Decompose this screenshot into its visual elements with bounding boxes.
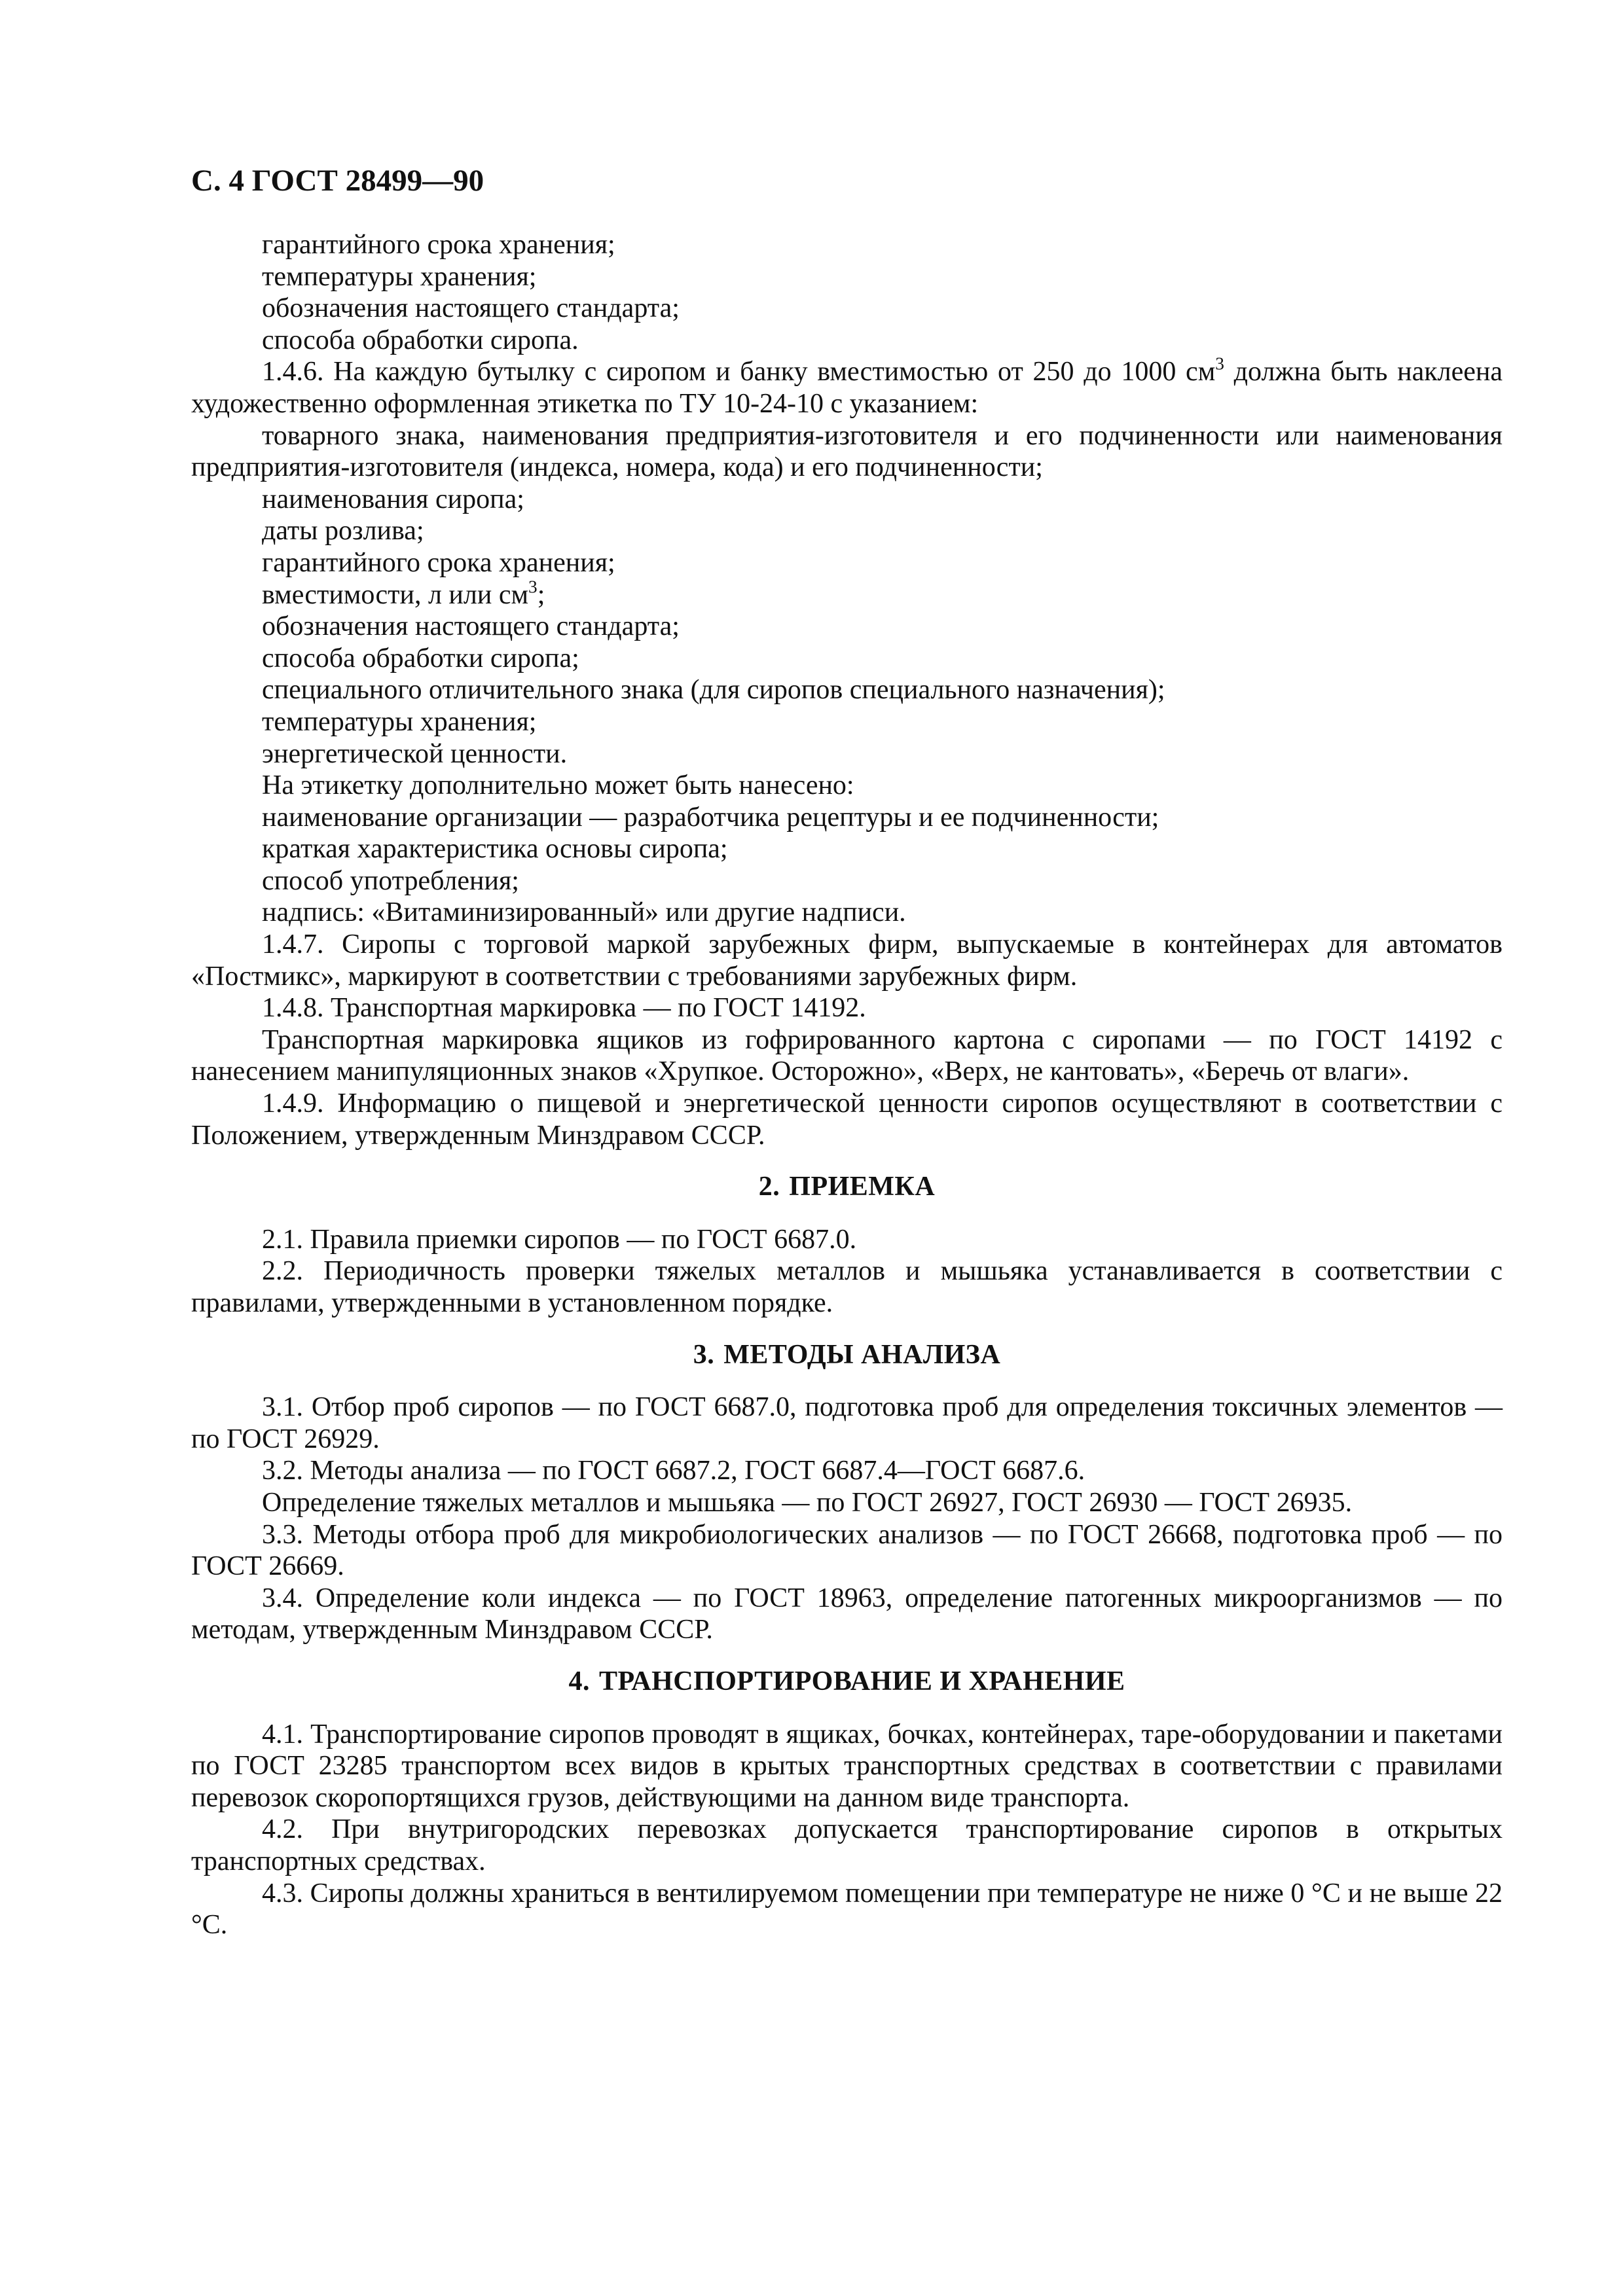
section-heading-2 — [191, 1171, 1503, 1203]
list-item-text: вместимости, л или см — [262, 579, 529, 610]
paragraph-text: Транспортная маркировка ящиков из гофрированного картона с сиропами — по ГОСТ 14192 с нанесением манипуляционных знаков «Хрупкое. Осторожно», «Верх, не кантовать», «Беречь от влаги». — [191, 1024, 1503, 1087]
paragraph-1-4-9: 1.4.9. Информацию о пищевой и энергетической ценности сиропов осуществляют в соответствии с Положением, утвержденным Минздравом СССР. — [191, 1088, 1503, 1151]
paragraph-1-4-7: 1.4.7. Сиропы с торговой маркой зарубежных фирм, выпускаемые в контейнерах для автоматов «Постмикс», маркируют в соответствии с требованиями зарубежных фирм. — [191, 929, 1503, 992]
list-item: обозначения настоящего стандарта; — [262, 293, 680, 324]
list-item: способа обработки сиропа. — [262, 325, 579, 355]
list-item: температуры хранения; — [262, 706, 537, 737]
paragraph-4-1: 4.1. Транспортирование сиропов проводят в ящиках, бочках, контейнерах, таре-оборудовании и пакетами по ГОСТ 23285 транспортом всех видов в крытых транспортных средствах в соответствии с правилами перевозок скоропортящихся грузов, действующими на данном виде транспорта. — [191, 1719, 1503, 1813]
section-number: 3. — [693, 1339, 715, 1370]
section-title: ПРИЕМКА — [789, 1172, 936, 1202]
list-item: энергетической ценности. — [262, 738, 568, 769]
list-item: наименование организации — разработчика рецептуры и ее подчиненности; — [262, 802, 1159, 833]
paragraph-4-3: 4.3. Сиропы должны храниться в вентилируемом помещении при температуре не ниже 0 °С и не выше 22 °С. — [191, 1878, 1503, 1941]
paragraph-2-1: 2.1. Правила приемки сиропов — по ГОСТ 6687.0. — [262, 1224, 857, 1255]
section-number: 2. — [758, 1172, 780, 1202]
list-item: товарного знака, наименования предприятия-изготовителя и его подчиненности или наименования предприятия-изготовителя (индекса, номера, кода) и его подчиненности; — [191, 420, 1503, 483]
paragraph-3-1: 3.1. Отбор проб сиропов — по ГОСТ 6687.0, подготовка проб для определения токсичных элементов — по ГОСТ 26929. — [191, 1392, 1503, 1454]
document-body — [191, 229, 1503, 1941]
section-heading-3 — [191, 1339, 1503, 1371]
list-item: наименования сиропа; — [262, 484, 524, 514]
section-title: ТРАНСПОРТИРОВАНИЕ И ХРАНЕНИЕ — [598, 1666, 1125, 1696]
list-item: надпись: «Витаминизированный» или другие надписи. — [262, 897, 906, 928]
paragraph-1-4-6 — [191, 356, 1503, 420]
list-item — [191, 579, 1503, 611]
paragraph-text: На этикетку дополнительно может быть нанесено: — [262, 770, 854, 801]
page-header: С. 4 ГОСТ 28499—90 — [191, 164, 484, 198]
paragraph-2-2: 2.2. Периодичность проверки тяжелых металлов и мышьяка устанавливается в соответствии с правилами, утвержденными в установленном порядке. — [191, 1256, 1503, 1318]
superscript: 3 — [528, 577, 538, 597]
list-item: обозначения настоящего стандарта; — [262, 611, 680, 642]
paragraph-text: 1.4.6. На каждую бутылку с сиропом и банку вместимостью от 250 до 1000 см — [262, 357, 1216, 387]
list-item: краткая характеристика основы сиропа; — [262, 834, 728, 865]
list-item: даты розлива; — [262, 516, 424, 547]
section-heading-4 — [191, 1666, 1503, 1698]
section-title: МЕТОДЫ АНАЛИЗА — [723, 1339, 1001, 1370]
list-item: способа обработки сиропа; — [262, 643, 579, 673]
paragraph-text: должна быть наклеена художественно оформленная этикетка по ТУ 10-24-10 с указанием: — [191, 357, 1503, 419]
superscript: 3 — [1215, 354, 1224, 374]
list-item: способ употребления; — [262, 865, 519, 896]
paragraph-1-4-8: 1.4.8. Транспортная маркировка — по ГОСТ 14192. — [262, 993, 866, 1024]
paragraph-4-2: 4.2. При внутригородских перевозках допускается транспортирование сиропов в открытых транспортных средствах. — [191, 1814, 1503, 1876]
list-item: специального отличительного знака (для сиропов специального назначения); — [262, 675, 1165, 706]
paragraph-3-3: 3.3. Методы отбора проб для микробиологических анализов — по ГОСТ 26668, подготовка проб — по ГОСТ 26669. — [191, 1519, 1503, 1582]
list-item: гарантийного срока хранения; — [262, 230, 615, 260]
list-item: температуры хранения; — [262, 261, 537, 292]
paragraph-3-4: 3.4. Определение коли индекса — по ГОСТ 18963, определение патогенных микроорганизмов — по методам, утвержденным Минздравом СССР. — [191, 1583, 1503, 1645]
list-item-text: ; — [537, 579, 545, 610]
list-item: гарантийного срока хранения; — [262, 547, 615, 578]
section-number: 4. — [568, 1666, 590, 1696]
paragraph-text: Определение тяжелых металлов и мышьяка — по ГОСТ 26927, ГОСТ 26930 — ГОСТ 26935. — [262, 1487, 1353, 1518]
paragraph-3-2: 3.2. Методы анализа — по ГОСТ 6687.2, ГОСТ 6687.4—ГОСТ 6687.6. — [262, 1456, 1085, 1486]
